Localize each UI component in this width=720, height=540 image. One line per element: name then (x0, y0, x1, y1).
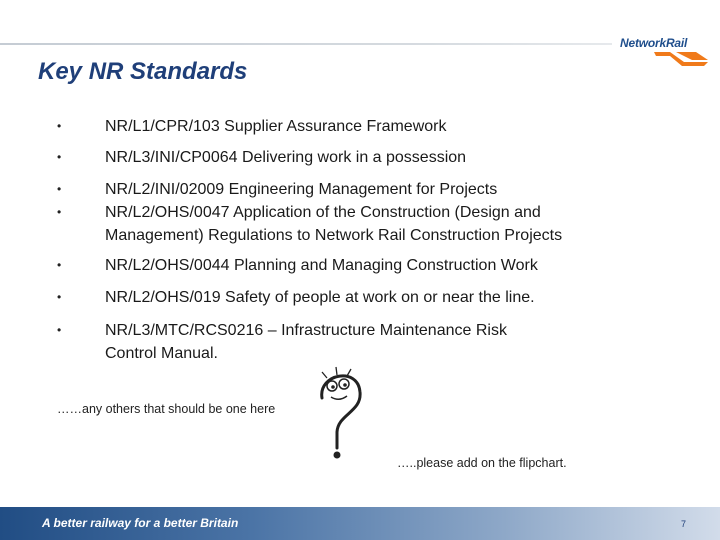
network-rail-logo (620, 30, 710, 70)
note-others: ……any others that should be one here (57, 402, 276, 416)
list-item (105, 254, 665, 277)
list-item-line: NR/L3/MTC/RCS0216 – Infrastructure Maintenance Risk (105, 322, 507, 339)
list-item-line: NR/L3/INI/CP0064 Delivering work in a possession (105, 149, 467, 166)
header-rule (0, 43, 612, 45)
page-number: 7 (681, 519, 687, 529)
bullet-marker: • (57, 323, 62, 337)
list-item (105, 286, 665, 309)
bullet-marker: • (57, 258, 62, 272)
list-item (105, 178, 665, 201)
footer-bar (0, 507, 720, 540)
logo-swoosh-icon (620, 30, 710, 70)
list-item (105, 319, 665, 365)
list-item-line: NR/L2/INI/02009 Engineering Management for Projects (105, 181, 498, 198)
footer-slogan: A better railway for a better Britain (42, 516, 239, 530)
bullet-marker: • (57, 150, 62, 164)
list-item (105, 146, 665, 169)
bullet-marker: • (57, 290, 62, 304)
logo-text: NetworkRail (620, 36, 688, 50)
bullet-marker: • (57, 119, 62, 133)
list-item-line: NR/L2/OHS/0047 Application of the Construction (Design and (105, 204, 541, 221)
list-item (105, 115, 665, 138)
page-title: Key NR Standards (38, 58, 248, 85)
list-item-line: NR/L1/CPR/103 Supplier Assurance Framework (105, 118, 447, 135)
question-mark-character-icon (314, 364, 370, 462)
note-flipchart: …..please add on the flipchart. (397, 456, 567, 470)
bullet-marker: • (57, 182, 62, 196)
list-item-line: NR/L2/OHS/0044 Planning and Managing Construction Work (105, 257, 538, 274)
list-item-line: Control Manual. (105, 345, 218, 362)
list-item-line: NR/L2/OHS/019 Safety of people at work on or near the line. (105, 289, 535, 306)
list-item-line: Management) Regulations to Network Rail Construction Projects (105, 227, 563, 244)
list-item (105, 201, 665, 247)
bullet-marker: • (57, 205, 62, 219)
